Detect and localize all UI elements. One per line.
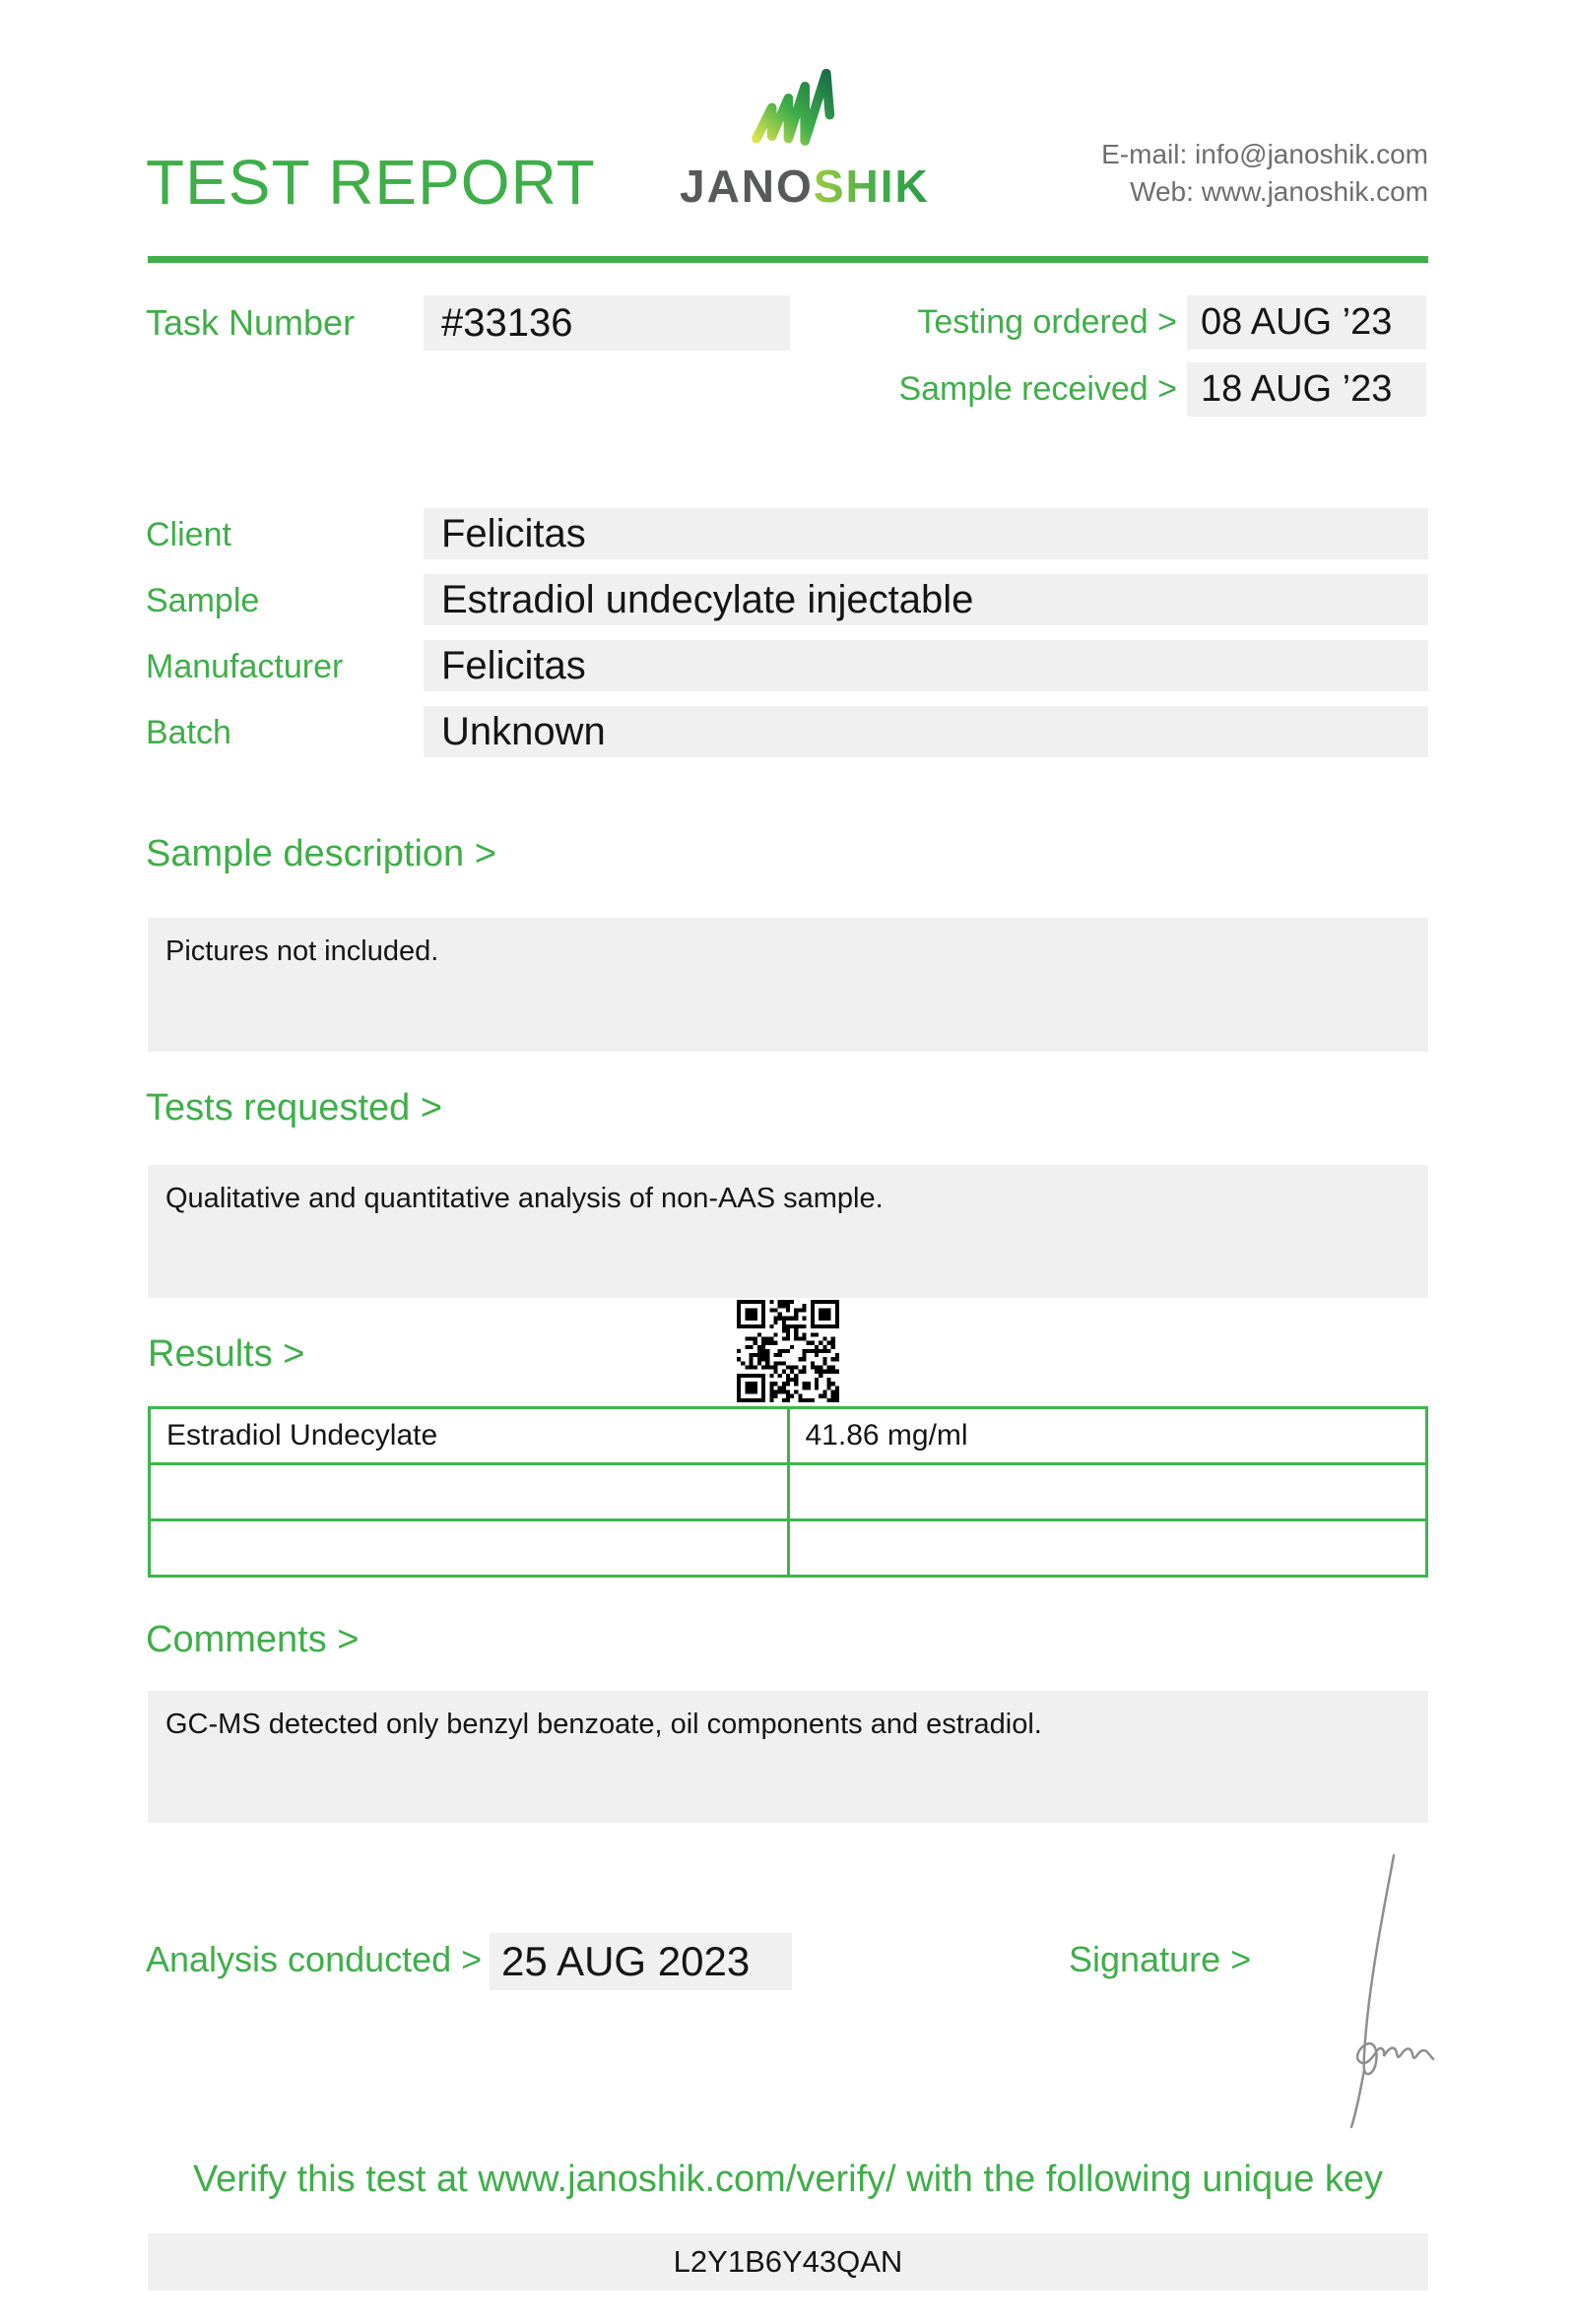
signature-label: Signature > [1069, 1939, 1252, 1979]
sample-label: Sample [146, 582, 260, 619]
batch-value: Unknown [424, 706, 1428, 757]
sample-description-label: Sample description > [146, 833, 496, 874]
results-label: Results > [148, 1333, 305, 1375]
tests-requested-label: Tests requested > [146, 1087, 443, 1129]
page-title: TEST REPORT [146, 147, 596, 218]
testing-ordered-value: 08 AUG ’23 [1187, 295, 1426, 350]
header-divider [148, 256, 1428, 263]
logo-wordmark [680, 160, 930, 213]
manufacturer-value: Felicitas [424, 640, 1428, 691]
task-number-value: #33136 [424, 295, 790, 351]
tests-requested-box: Qualitative and quantitative analysis of non-AAS sample. [148, 1165, 1428, 1298]
results-table [148, 1406, 1428, 1578]
unique-key-box: L2Y1B6Y43QAN [148, 2233, 1428, 2291]
result-analyte-cell [150, 1520, 789, 1577]
testing-ordered-label: Testing ordered > [917, 303, 1177, 341]
trend-chart-icon [751, 69, 845, 154]
web-line: Web: www.janoshik.com [1130, 176, 1428, 207]
sample-description-box: Pictures not included. [148, 918, 1428, 1052]
batch-label: Batch [146, 714, 231, 751]
client-value: Felicitas [424, 508, 1428, 559]
email-line: E-mail: info@janoshik.com [1101, 139, 1428, 169]
table-row [150, 1464, 1427, 1520]
manufacturer-label: Manufacturer [146, 648, 344, 685]
client-label: Client [146, 516, 231, 553]
sample-value: Estradiol undecylate injectable [424, 574, 1428, 625]
comments-label: Comments > [146, 1619, 360, 1660]
janoshik-logo [680, 69, 930, 213]
verify-instruction: Verify this test at www.janoshik.com/verify/ with the following unique key [192, 2159, 1384, 2200]
table-row [150, 1520, 1427, 1577]
result-value-cell: 41.86 mg/ml [788, 1408, 1427, 1464]
logo-jano: JANO [680, 161, 814, 212]
signature-scribble [1295, 1849, 1463, 2135]
sample-received-value: 18 AUG ’23 [1187, 362, 1426, 417]
analysis-date-value: 25 AUG 2023 [490, 1933, 792, 1990]
result-analyte-cell [150, 1464, 789, 1520]
table-row [150, 1408, 1427, 1464]
result-value-cell [788, 1520, 1427, 1577]
result-analyte-cell: Estradiol Undecylate [150, 1408, 789, 1464]
analysis-conducted-label: Analysis conducted > [146, 1939, 483, 1979]
logo-shik: SHIK [813, 161, 930, 212]
task-number-label: Task Number [146, 302, 356, 343]
qr-code [737, 1300, 839, 1407]
comments-box: GC-MS detected only benzyl benzoate, oil components and estradiol. [148, 1691, 1428, 1823]
sample-received-label: Sample received > [898, 370, 1177, 408]
contact-block [1101, 136, 1428, 211]
result-value-cell [788, 1464, 1427, 1520]
